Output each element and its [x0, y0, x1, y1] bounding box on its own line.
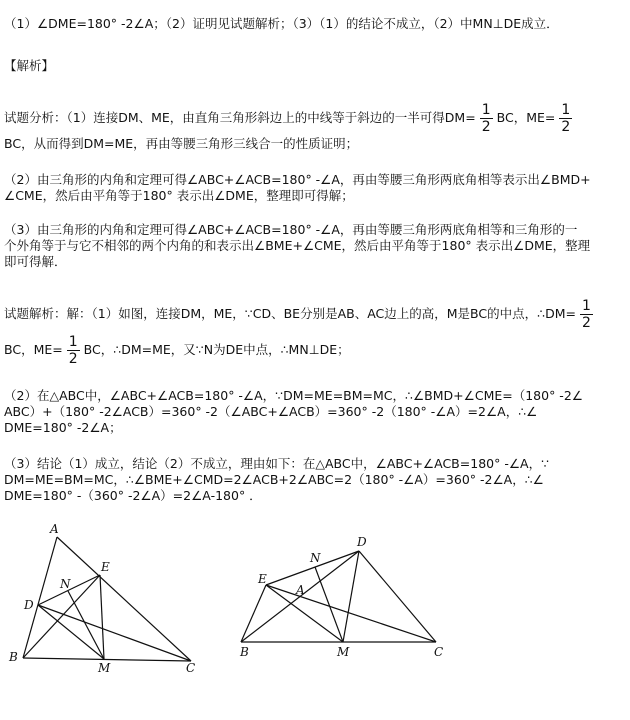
fraction-half	[580, 298, 593, 331]
geometry-figure-1	[0, 515, 210, 685]
fraction-denominator: 2	[481, 119, 491, 135]
label-m: M	[337, 645, 350, 659]
analysis-paragraph-1-cont: BC，从而得到DM=ME，再由等腰三角形三线合一的性质证明；	[4, 136, 359, 151]
geometry-figure-2	[225, 525, 455, 660]
fraction-denominator: 2	[561, 119, 571, 135]
solution-part-3-end: DME=180° -（360° -2∠A）=2∠A-180° ．	[4, 488, 262, 503]
segment-cd	[38, 605, 191, 661]
fraction-numerator: 1	[68, 334, 78, 350]
segment-nm	[68, 591, 104, 659]
answer-line: （1）∠DME=180° -2∠A；（2）证明见试题解析；（3）（1）的结论不成立，（2）中MN⊥DE成立．	[4, 16, 559, 31]
fraction-half	[559, 102, 572, 135]
analysis-paragraph-3: （3）由三角形的内角和定理可得∠ABC+∠ACB=180° -∠A，再由等腰三角形两底角相等和三角形的一	[4, 222, 578, 237]
fraction-denominator: 2	[68, 351, 78, 367]
label-b: B	[240, 645, 249, 659]
analysis-paragraph-3-end: 即可得解．	[4, 254, 67, 269]
text-segment: BC，∴DM=ME，又∵N为DE中点，∴MN⊥DE；	[83, 342, 350, 357]
fraction-numerator: 1	[561, 102, 571, 118]
analysis-paragraph-3-cont: 个外角等于与它不相邻的两个内角的和表示出∠BME+∠CME，然后由平角等于180° 表示出∠DME，整理	[4, 238, 591, 253]
solution-part-2-cont: ABC）+（180° -2∠ACB）=360° -2（∠ABC+∠ACB）=360° -2（180° -∠A）=2∠A，∴∠	[4, 404, 538, 419]
analysis-heading: 【解析】	[4, 58, 55, 73]
solution-part-1-cont	[4, 334, 626, 367]
text-segment: BC，ME=	[4, 342, 63, 357]
label-m: M	[98, 661, 111, 675]
solution-part-3-cont: DM=ME=BM=MC，∴∠BME+∠CMD=2∠ACB+2∠ABC=2（180° -∠A）=360° -2∠A，∴∠	[4, 472, 544, 487]
text-segment: 试题解析：解：（1）如图，连接DM，ME，∵CD、BE分别是AB、AC边上的高，M是BC的中点，∴DM=	[4, 306, 576, 321]
text-segment: BC，ME=	[496, 110, 556, 125]
segment-em	[100, 575, 104, 659]
label-n: N	[60, 577, 71, 591]
segment-dm	[343, 551, 359, 642]
text-segment: 试题分析：（1）连接DM、ME，由直角三角形斜边上的中线等于斜边的一半可得DM=	[4, 110, 476, 125]
segment-be	[241, 585, 266, 642]
solution-part-1	[4, 298, 626, 331]
label-a: A	[296, 583, 305, 597]
label-c: C	[434, 645, 444, 659]
label-e: E	[258, 572, 267, 586]
solution-part-2: （2）在△ABC中，∠ABC+∠ACB=180° -∠A，∵DM=ME=BM=MC，∴∠BMD+∠CME=（180° -2∠	[4, 388, 583, 403]
fraction-denominator: 2	[581, 315, 591, 331]
analysis-paragraph-2: （2）由三角形的内角和定理可得∠ABC+∠ACB=180° -∠A，再由等腰三角形两底角相等表示出∠BMD+	[4, 172, 591, 187]
label-d: D	[24, 598, 34, 612]
fraction-half	[67, 334, 80, 367]
fraction-numerator: 1	[581, 298, 591, 314]
label-n: N	[310, 551, 321, 565]
analysis-paragraph-2-cont: ∠CME，然后由平角等于180° 表示出∠DME，整理即可得解；	[4, 188, 354, 203]
label-e: E	[101, 560, 110, 574]
label-a: A	[50, 522, 59, 536]
solution-part-3: （3）结论（1）成立，结论（2）不成立，理由如下：在△ABC中，∠ABC+∠ACB=180° -∠A，∵	[4, 456, 550, 471]
fraction-half	[480, 102, 493, 135]
label-b: B	[9, 650, 18, 664]
segment-nm	[315, 567, 343, 642]
label-c: C	[186, 661, 196, 675]
label-d: D	[357, 535, 367, 549]
analysis-paragraph-1	[4, 102, 626, 135]
segment-dc	[359, 551, 436, 642]
solution-part-2-end: DME=180° -2∠A；	[4, 420, 122, 435]
fraction-numerator: 1	[481, 102, 491, 118]
